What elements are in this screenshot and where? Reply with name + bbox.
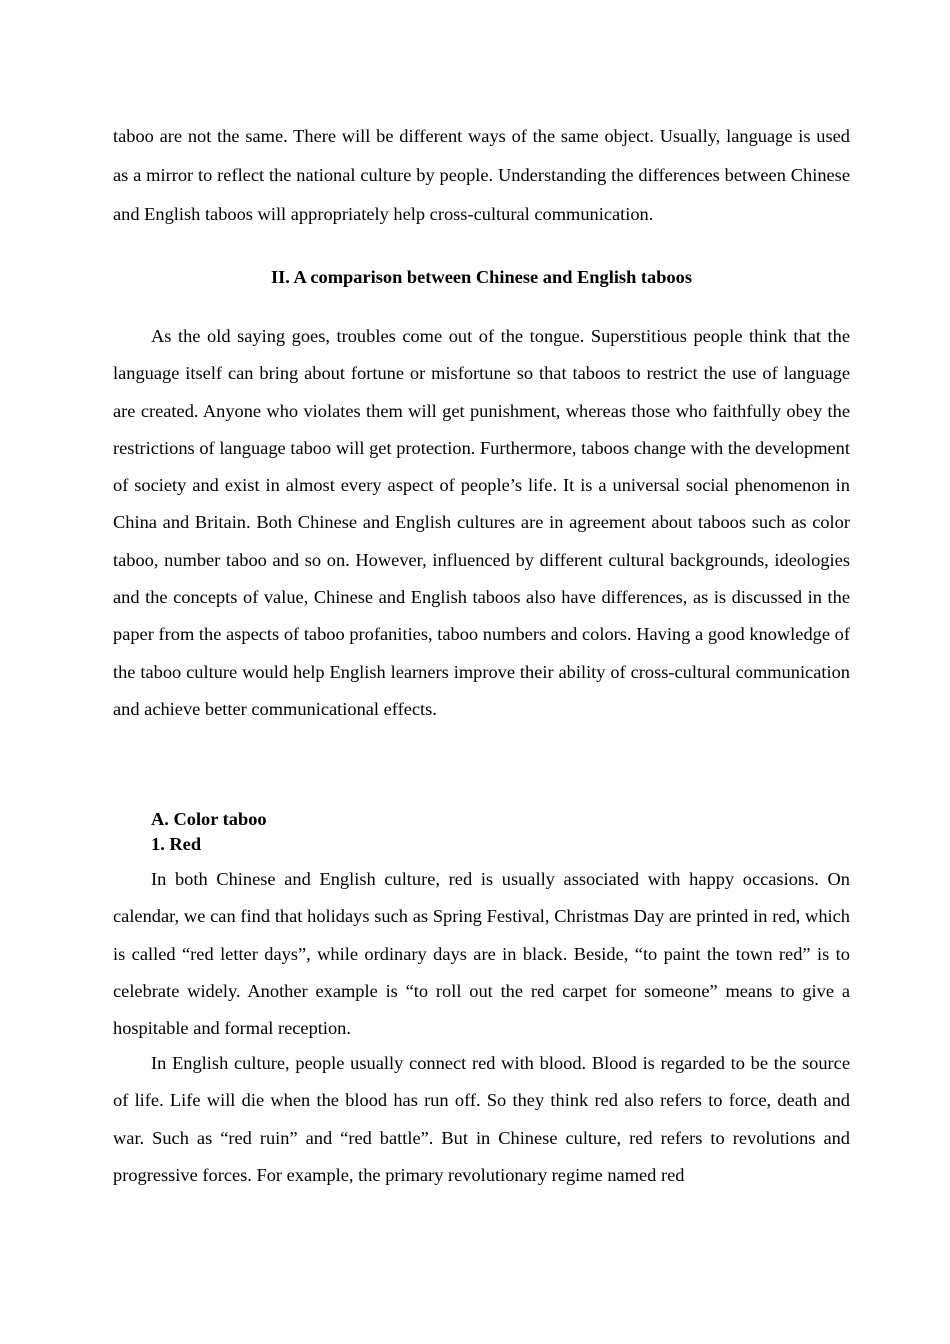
paragraph-red-1: In both Chinese and English culture, red is usually associated with happy occasions. On calendar, we can find that holidays such as Spring Festival, Christmas Day are printed in red, which is called “red letter days”, while ordinary days are in black. Beside, “to paint the town red” is to celebrate widely. Another example is “to roll out the red carpet for someone” means to give a hospitable and formal reception. <box>113 869 850 1039</box>
paragraph-red-2: In English culture, people usually connect red with blood. Blood is regarded to be the source of life. Life will die when the blood has run off. So they think red also refers to force, death and war. Such as “red ruin” and “red battle”. But in Chinese culture, red refers to revolutions and progressive forces. For example, the primary revolutionary regime named red <box>113 1053 850 1185</box>
subsection-heading: A. Color taboo <box>151 809 267 829</box>
subsubsection-heading: 1. Red <box>151 834 202 854</box>
section-heading: II. A comparison between Chinese and English taboos <box>270 267 693 287</box>
paragraph-intro-tail: taboo are not the same. There will be different ways of the same object. Usually, language is used as a mirror to reflect the national culture by people. Understanding the differences between Chinese and English taboos will appropriately help cross-cultural communication. <box>113 126 850 224</box>
paragraph-section-intro: As the old saying goes, troubles come out of the tongue. Superstitious people think that the language itself can bring about fortune or misfortune so that taboos to restrict the use of language are created. Anyone who violates them will get punishment, whereas those who faithfully obey the restrictions of language taboo will get protection. Furthermore, taboos change with the development of society and exist in almost every aspect of people’s life. It is a universal social phenomenon in China and Britain. Both Chinese and English cultures are in agreement about taboos such as color taboo, number taboo and so on. However, influenced by different cultural backgrounds, ideologies and the concepts of value, Chinese and English taboos also have differences, as is discussed in the paper from the aspects of taboo profanities, taboo numbers and colors. Having a good knowledge of the taboo culture would help English learners improve their ability of cross-cultural communication and achieve better communicational effects. <box>113 326 850 719</box>
